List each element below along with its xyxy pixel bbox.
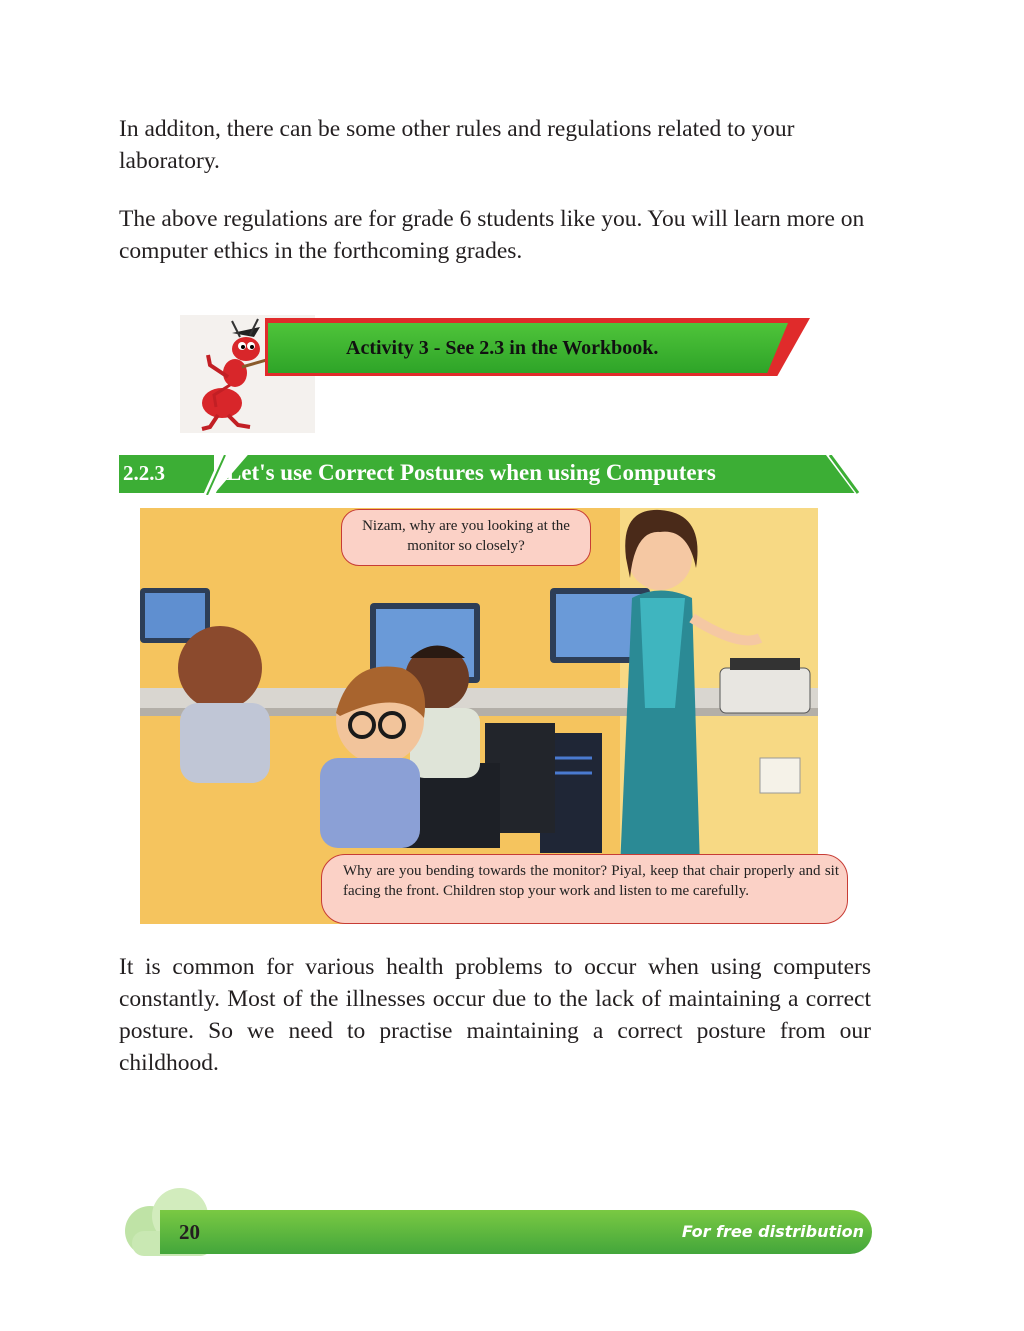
health-paragraph: It is common for various health problems to occur when using computers constantly. Most of the illnesses occur due to the lack of maintaining a correct posture. So we need to practise maintaining a correct posture from our childhood. — [119, 954, 871, 1076]
section-title: Let's use Correct Postures when using Computers — [226, 460, 716, 485]
section-number: 2.2.3 — [123, 461, 165, 485]
grade-paragraph: The above regulations are for grade 6 students like you. You will learn more on computer ethics in the forthcoming grades. — [119, 206, 865, 264]
free-distribution-label: For free distribution — [681, 1222, 864, 1241]
section-corner-icon — [826, 455, 871, 495]
page-footer — [120, 1186, 872, 1261]
activity-label: Activity 3 - See 2.3 in the Workbook. — [346, 337, 659, 359]
speech-bubble-bottom: Why are you bending towards the monitor? Piyal, keep that chair properly and sit facing the front. Children stop your work and listen to me carefully. — [321, 854, 848, 924]
intro-paragraph: In additon, there can be some other rules and regulations related to your laboratory. — [119, 116, 795, 174]
page-number: 20 — [179, 1220, 200, 1244]
activity-banner — [180, 315, 820, 435]
section-header — [119, 455, 871, 495]
speech-bubble-top: Nizam, why are you looking at the monitor so closely? — [341, 509, 591, 566]
